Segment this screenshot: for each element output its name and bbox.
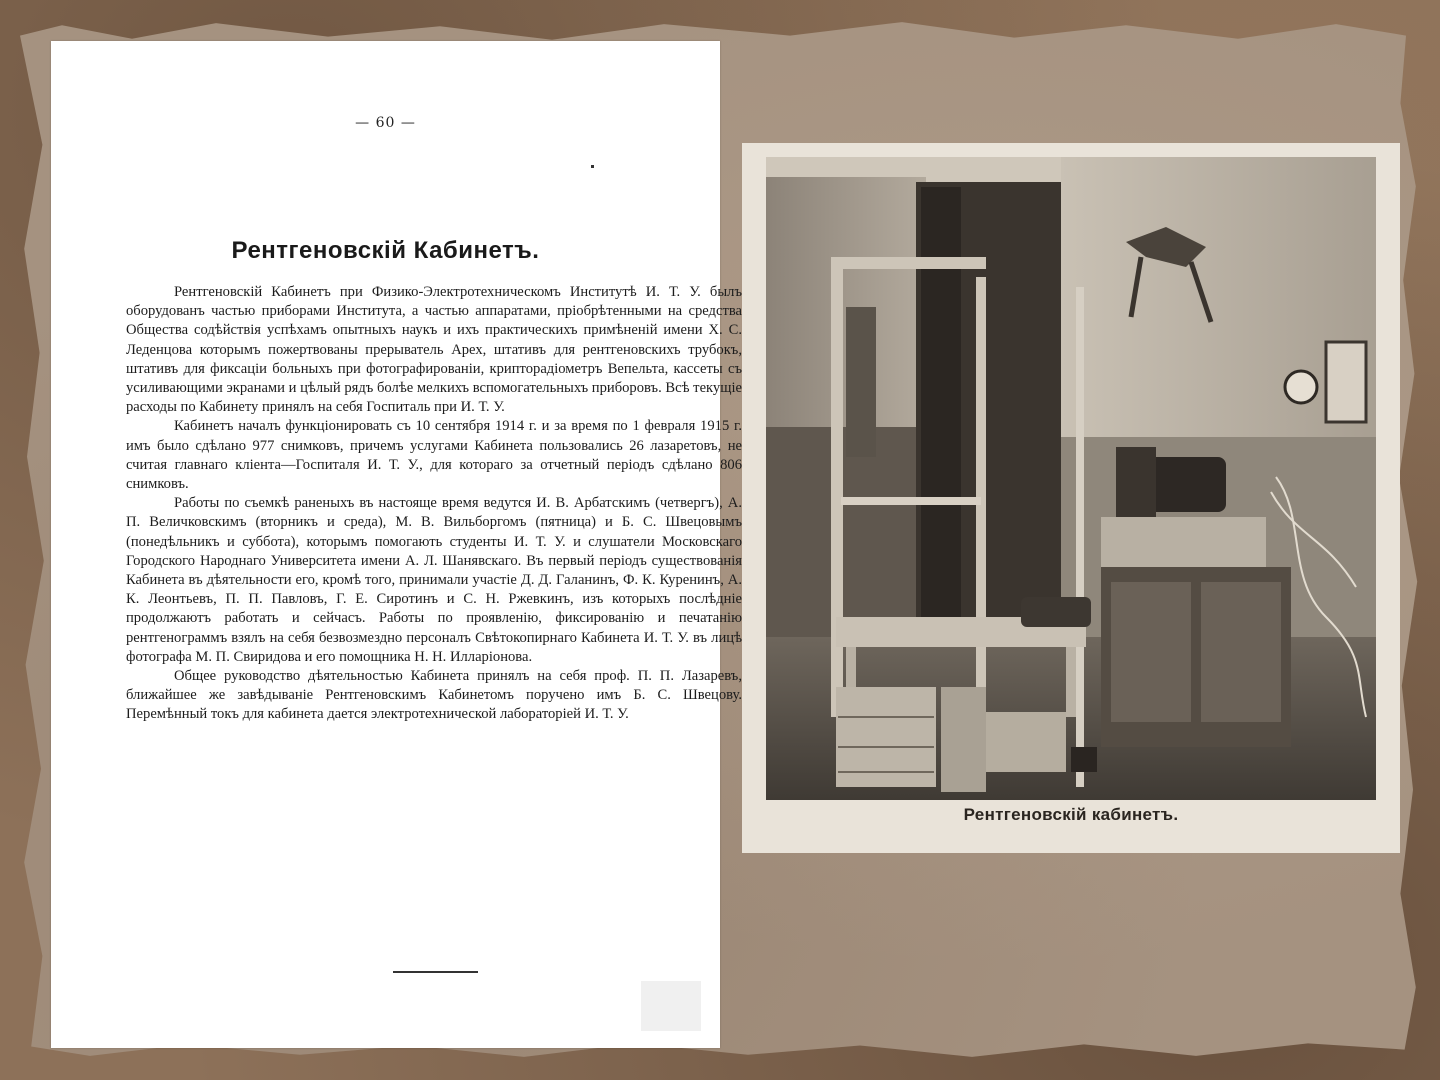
document-body [126, 283, 742, 725]
bleed-through [641, 981, 701, 1031]
page-number: — 60 — [355, 115, 416, 131]
end-rule-divider [393, 971, 478, 973]
paragraph-3: Работы по съемкѣ раненыхъ въ настояще время ведутся И. В. Арбатскимъ (четвергъ), А. П. Величковскимъ (вторникъ и среда), М. В. Вильборгомъ (пятница) и Б. С. Швецовымъ (понедѣльникъ и суббота), которымъ помогають студенты И. Т. У. и слушатели Московскаго Городского Народнаго Университета имени А. Л. Шанявскаго. Въ первый періодъ существованія Кабинета въ дѣятельности его, кромѣ того, принимали участіе Д. Д. Галанинъ, Ф. К. Куренинъ, А. К. Леонтьевъ, П. П. Павловъ, Г. Е. Сиротинъ и С. Н. Ржевкинъ, изъ которыхъ послѣдніе продолжаютъ работать и сейчасъ. Работы по проявленію, фиксированію и печатанію рентгенограммъ взялъ на себя безвозмездно персоналъ Свѣтокопирнаго Кабинета И. Т. У. въ лицѣ фотографа М. П. Свиридова и его помощника Н. Н. Илларіонова. [126, 495, 742, 665]
photo-panel [742, 143, 1400, 853]
paragraph-4: Общее руководство дѣятельностью Кабинета принялъ на себя проф. П. П. Лазаревъ, ближайшее же завѣдываніе Рентгеновскимъ Кабинетомъ поручено имъ Б. С. Швецову. Перемѣнный токъ для кабинета дается электротехнической лабораторіей И. Т. У. [126, 668, 742, 723]
document-title: Рентгеновскій Кабинетъ. [231, 237, 540, 264]
paragraph-1: Рентгеновскій Кабинетъ при Физико-Электротехническомъ Институтѣ И. Т. У. былъ оборудованъ частью приборами Института, а частью аппаратами, пріобрѣтенными на средства Общества содѣйствія успѣхамъ опытныхъ наукъ и ихъ практическихъ примѣненій имени Х. С. Леденцова которымъ пожертвованы прерыватель Арех, штативъ для рентгеновскихъ трубокъ, штативъ для фиксаціи больныхъ при фотографированіи, крипторадіометръ Вепельта, кассеты съ усиливающими экранами и цѣлый рядъ болѣе мелкихъ вспомогательныхъ приборовъ. Всѣ текущіе расходы по Кабинету принялъ на себя Госпиталь при И. Т. У. [126, 284, 742, 416]
paragraph-2: Кабинетъ началъ функціонировать съ 10 сентября 1914 г. и за время по 1 февраля 1915 г. имъ было сдѣлано 977 снимковъ, причемъ услугами Кабинета пользовались 26 лазаретовъ, не считая главнаго кліента—Госпиталя И. Т. У., для котораго за отчетный періодъ сдѣлано 806 снимковъ. [126, 418, 742, 493]
xray-room-photograph [766, 157, 1376, 800]
print-speck [591, 165, 594, 168]
photo-caption: Рентгеновскій кабинетъ. [963, 805, 1179, 824]
photo-illustration [766, 157, 1376, 800]
scanned-document-page [51, 41, 742, 1048]
